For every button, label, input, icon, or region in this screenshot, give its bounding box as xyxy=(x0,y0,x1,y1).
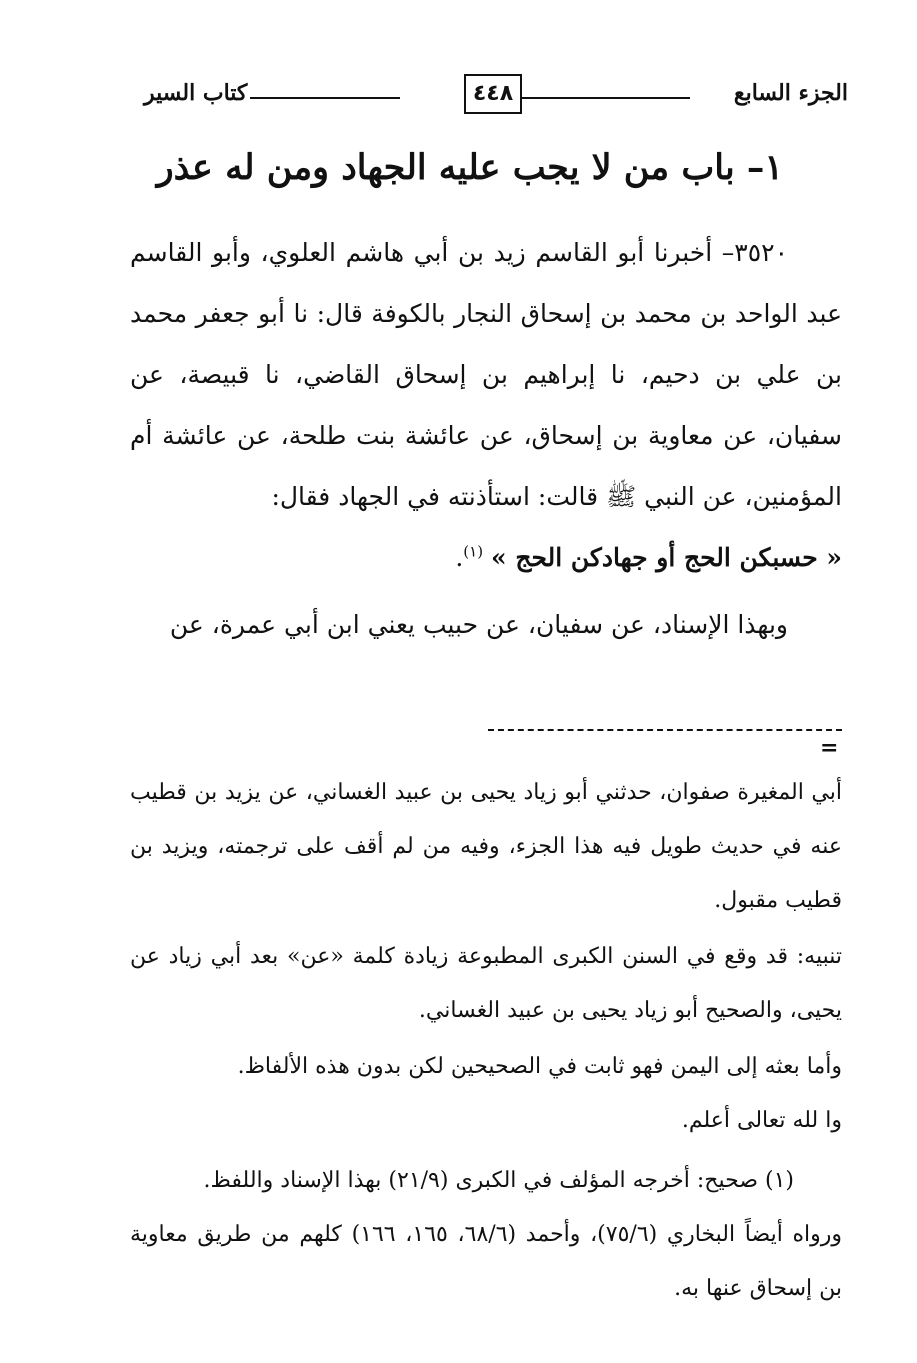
header-rule-left xyxy=(250,97,400,99)
second-paragraph: وبهذا الإسناد، عن سفيان، عن حبيب يعني ابن أبي عمرة، عن xyxy=(169,610,788,639)
hadith-end-mark: . xyxy=(455,543,464,572)
chapter-heading: ١– باب من لا يجب عليه الجهاد ومن له عذر xyxy=(156,147,784,188)
footnote-tanbih: تنبيه: قد وقع في السنن الكبرى المطبوعة زيادة كلمة «عن» بعد أبي زياد عن يحيى، والصحيح أبو زياد يحيى بن عبيد الغساني. xyxy=(130,944,842,1023)
continuation-mark: = xyxy=(820,735,839,761)
book-title: كتاب السير xyxy=(144,80,248,106)
page-number: ٤٤٨ xyxy=(464,74,522,114)
footnote-marker: (١) xyxy=(463,542,484,561)
footnote-yemen: وأما بعثه إلى اليمن فهو ثابت في الصحيحين لكن بدون هذه الألفاظ. xyxy=(237,1054,842,1079)
footnotes xyxy=(130,766,842,1316)
header-rule-right xyxy=(520,97,690,99)
hadith-quote: « حسبكن الحج أو جهادكن الحج » xyxy=(491,543,842,572)
running-header xyxy=(130,72,848,120)
footnote-separator xyxy=(488,729,842,731)
hadith-isnad: ٣٥٢٠– أخبرنا أبو القاسم زيد بن أبي هاشم العلوي، وأبو القاسم عبد الواحد بن محمد بن إسحاق النجار بالكوفة قال: نا أبو جعفر محمد بن علي بن دحيم، نا إبراهيم بن إسحاق القاضي، نا قبيصة، عن سفيان، عن معاوية بن إسحاق، عن عائشة بنت طلحة، عن عائشة أم المؤمنين، عن النبي ﷺ قالت: استأذنته في الجهاد فقال: xyxy=(130,238,842,511)
volume-title: الجزء السابع xyxy=(733,80,848,106)
footnote-1-line-2: ورواه أيضاً البخاري (٧٥/٦)، وأحمد (٦٨/٦، ١٦٥، ١٦٦) كلهم من طريق معاوية بن إسحاق عنها به. xyxy=(130,1222,843,1301)
footnote-1-line-1: (١) صحيح: أخرجه المؤلف في الكبرى (٢١/٩) بهذا الإسناد واللفظ. xyxy=(203,1168,794,1193)
footnote-continued: أبي المغيرة صفوان، حدثني أبو زياد يحيى بن عبيد الغساني، عن يزيد بن قطيب عنه في حديث طويل فيه هذا الجزء، وفيه من لم أقف على ترجمته، ويزيد بن قطيب مقبول. xyxy=(130,780,842,913)
main-text xyxy=(130,222,842,655)
hadith-paragraph xyxy=(130,222,842,588)
footnote-allah-alam: وا لله تعالى أعلم. xyxy=(681,1108,842,1133)
